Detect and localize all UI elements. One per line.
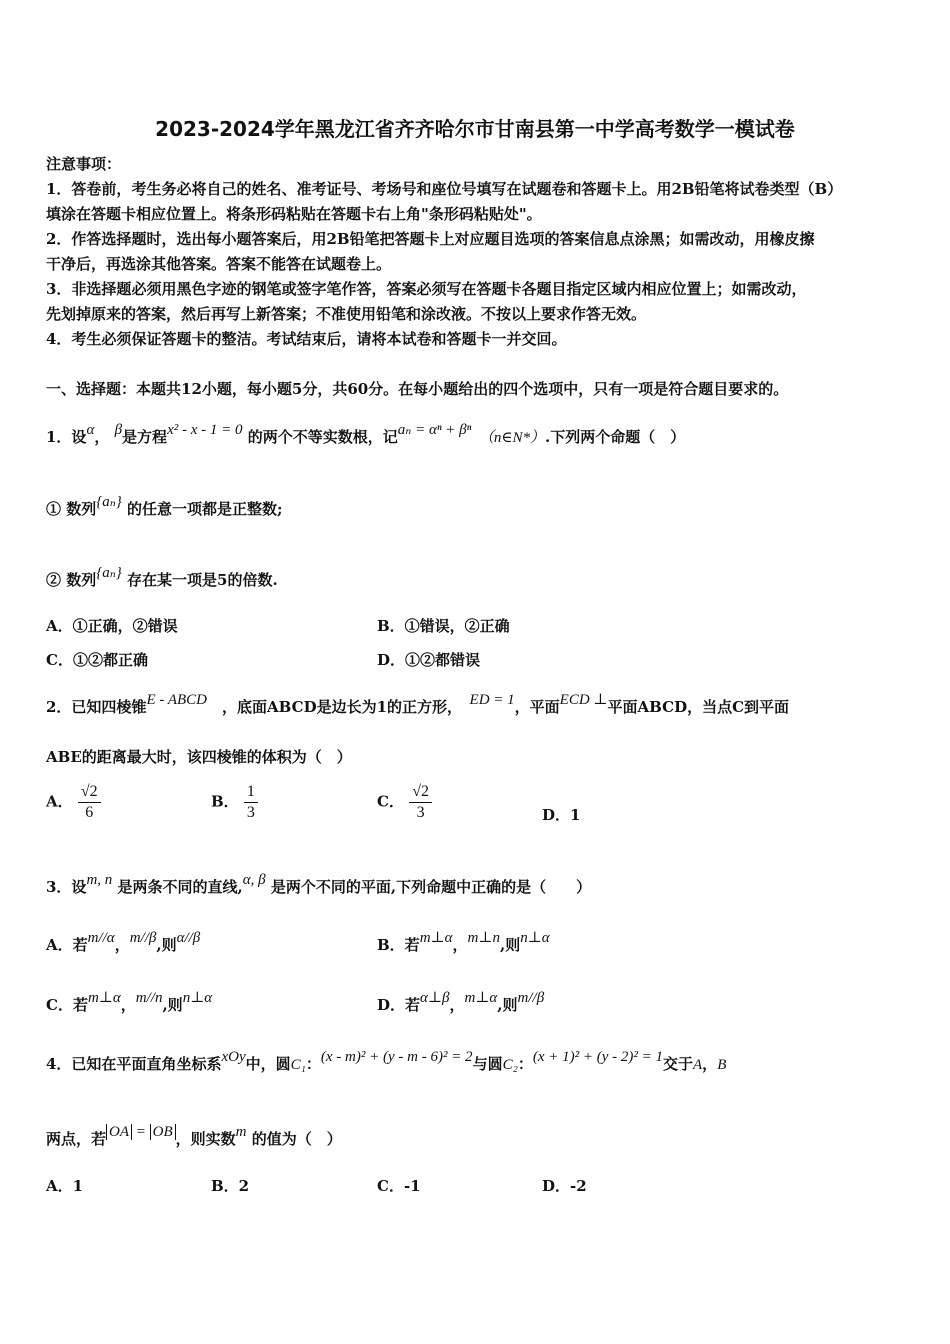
notice-line: 1．答卷前，考生务必将自己的姓名、准考证号、考场号和座位号填写在试题卷和答题卡上。用2B铅笔将试卷类型（B） [46,180,843,198]
q4-colon: ： [517,1055,533,1073]
q4-text: 4．已知在平面直角坐标系 [46,1055,222,1073]
q3-math: α⊥β [420,990,450,1006]
q4-text: 交于 [662,1055,693,1073]
notice-line: 干净后，再选涂其他答案。答案不能答在试题卷上。 [46,255,392,273]
q3-then: ,则 [499,936,521,954]
q4-equals: = [132,1124,150,1140]
q3-text: 是两条不同的直线, [117,878,243,896]
q1-alpha: α [86,422,95,438]
q2-fraction-numerator: 1 [244,783,258,803]
q2-fraction [78,783,101,822]
q2-ecd: ECD ⊥ [559,692,608,708]
q4-text: ，则实数 [175,1130,236,1148]
q4-point-b: B [717,1057,727,1073]
q3-math: m⊥n [467,930,500,946]
q2-text: 平面ABCD，当点C到平面 [607,698,790,716]
q2-pyramid: E - ABCD [146,692,208,708]
q3-option-label: D．若 [377,996,421,1014]
q3-separator: ， [114,936,130,954]
q1-sequence: {aₙ} [96,565,122,581]
q1-an-definition: aₙ = αⁿ + βⁿ [397,422,472,438]
q2-fraction-denominator: 3 [416,804,425,821]
q1-statement-2 [46,565,278,590]
q3-option-label: B．若 [377,936,420,954]
q4-circle-c1: C₁ [290,1057,306,1073]
q1-statement-1 [46,494,283,519]
question-4-stem-cont [46,1124,342,1149]
q4-equation-1: (x - m)² + (y - m - 6)² = 2 [320,1049,473,1065]
q3-math: n⊥α [182,990,213,1006]
q1-option-b[interactable]: B．①错误，②正确 [377,617,510,635]
q2-fraction-denominator: 6 [85,804,94,821]
q4-m: m [235,1124,247,1140]
q1-statement-text: 存在某一项是5的倍数. [127,571,278,589]
q2-fraction-denominator: 3 [246,804,255,821]
q1-text: .下列两个命题（ ） [545,428,686,446]
q3-math: m//β [129,930,157,946]
q2-text: 2．已知四棱锥 [46,698,147,716]
q4-oa: OA [106,1124,132,1140]
q4-option-a[interactable]: A．1 [46,1177,84,1195]
q1-text: 是方程 [122,428,168,446]
q3-planes: α, β [242,872,266,888]
q1-option-a[interactable]: A．①正确，②错误 [46,617,178,635]
q4-text: 与圆 [472,1055,503,1073]
q3-math: m⊥α [87,990,121,1006]
q3-then: ,则 [497,996,518,1014]
q4-circle-c2: C₂ [502,1057,518,1073]
q3-math: m//n [135,990,163,1006]
q2-option-label: A． [46,792,73,811]
q2-option-c[interactable] [377,783,432,822]
q3-separator: ， [449,996,465,1014]
q3-option-label: A．若 [46,936,88,954]
q3-option-a[interactable] [46,930,201,955]
q3-then: ,则 [156,936,177,954]
q1-text: 的两个不等实数根，记 [247,428,398,446]
q1-condition: （n∈N*） [486,430,545,446]
page-title: 2023-2024学年黑龙江省齐齐哈尔市甘南县第一中学高考数学一模试卷 [155,117,795,141]
q1-option-c[interactable]: C．①②都正确 [46,651,148,669]
q3-math: m⊥α [419,930,453,946]
q4-colon: ： [305,1055,321,1073]
q3-text: 3．设 [46,878,87,896]
q4-xoy: xOy [221,1049,246,1065]
q3-lines: m, n [86,872,113,888]
question-2-stem-cont: ABE的距离最大时，该四棱锥的体积为（ ） [46,748,352,766]
q3-math: m//α [87,930,115,946]
q3-option-c[interactable] [46,990,213,1015]
q3-separator: ， [452,936,468,954]
q2-fraction-numerator: √2 [78,783,101,803]
question-2-stem [46,692,790,717]
notice-line: 2．作答选择题时，选出每小题答案后，用2B铅笔把答题卡上对应题目选项的答案信息点涂黑；如需改动，用橡皮擦 [46,230,815,248]
question-1-stem [46,422,686,447]
q2-option-b[interactable] [211,783,258,822]
q3-math: m⊥α [464,990,498,1006]
section-heading: 一、选择题：本题共12小题，每小题5分，共60分。在每小题给出的四个选项中，只有一项是符合题目要求的。 [46,380,789,398]
q3-option-d[interactable] [377,990,545,1015]
q1-statement-text: ① 数列 [46,500,97,518]
notice-line: 4．考生必须保证答题卡的整洁。考试结束后，请将本试卷和答题卡一并交回。 [46,330,567,348]
notice-line: 填涂在答题卡相应位置上。将条形码粘贴在答题卡右上角"条形码粘贴处"。 [46,205,542,223]
q2-text: ，平面 [514,698,560,716]
q4-option-d[interactable]: D．-2 [542,1177,587,1195]
q4-option-b[interactable]: B．2 [211,1177,250,1195]
q1-text: 1．设 [46,428,87,446]
q2-option-label: C． [377,792,404,811]
q1-equation: x² - x - 1 = 0 [167,422,243,438]
q4-equation-2: (x + 1)² + (y - 2)² = 1 [532,1049,663,1065]
q2-option-a[interactable] [46,783,101,822]
q3-separator: ， [120,996,136,1014]
q2-fraction [409,783,432,822]
q3-then: ,则 [162,996,183,1014]
question-4-stem: 4．已知在平面直角坐标系xOy中，圆C₁：(x - m)² + (y - m - 6)² = 2与圆C₂：(x + 1)² + (y - 2)² = 1交于A，B [46,1049,727,1073]
q3-option-label: C．若 [46,996,88,1014]
q4-text: 的值为（ ） [251,1130,342,1148]
q2-ed: ED = 1 [469,692,515,708]
q2-option-d[interactable]: D．1 [542,806,581,824]
q4-text: 中，圆 [245,1055,291,1073]
q2-fraction [244,783,258,822]
q2-option-label: B． [211,792,239,811]
notice-heading: 注意事项： [46,155,122,173]
q4-option-c[interactable]: C．-1 [377,1177,421,1195]
q2-fraction-numerator: √2 [409,783,432,803]
question-3-stem [46,872,592,897]
q3-text: 是两个不同的平面,下列命题中正确的是（ ） [270,878,592,896]
q3-math: m//β [517,990,545,1006]
q2-text: ，底面ABCD是边长为1的正方形， [222,698,455,716]
q4-ob: OB [150,1124,176,1140]
notice-line: 先划掉原来的答案，然后再写上新答案；不准使用铅笔和涂改液。不按以上要求作答无效。 [46,305,647,323]
q3-option-b[interactable] [377,930,550,955]
q4-point-a: A [693,1057,703,1073]
q3-math: n⊥α [520,930,550,946]
q1-beta: β [114,422,123,438]
q4-text: 两点，若 [46,1130,107,1148]
q1-comma: ， [94,428,110,446]
q1-option-d[interactable]: D．①②都错误 [377,651,481,669]
q1-statement-text: 的任意一项都是正整数; [127,500,283,518]
q3-math: α//β [176,930,201,946]
q1-statement-text: ② 数列 [46,571,97,589]
notice-line: 3．非选择题必须用黑色字迹的钢笔或签字笔作答，答案必须写在答题卡各题目指定区域内相应位置上；如需改动， [46,280,807,298]
q1-sequence: {aₙ} [96,494,122,510]
